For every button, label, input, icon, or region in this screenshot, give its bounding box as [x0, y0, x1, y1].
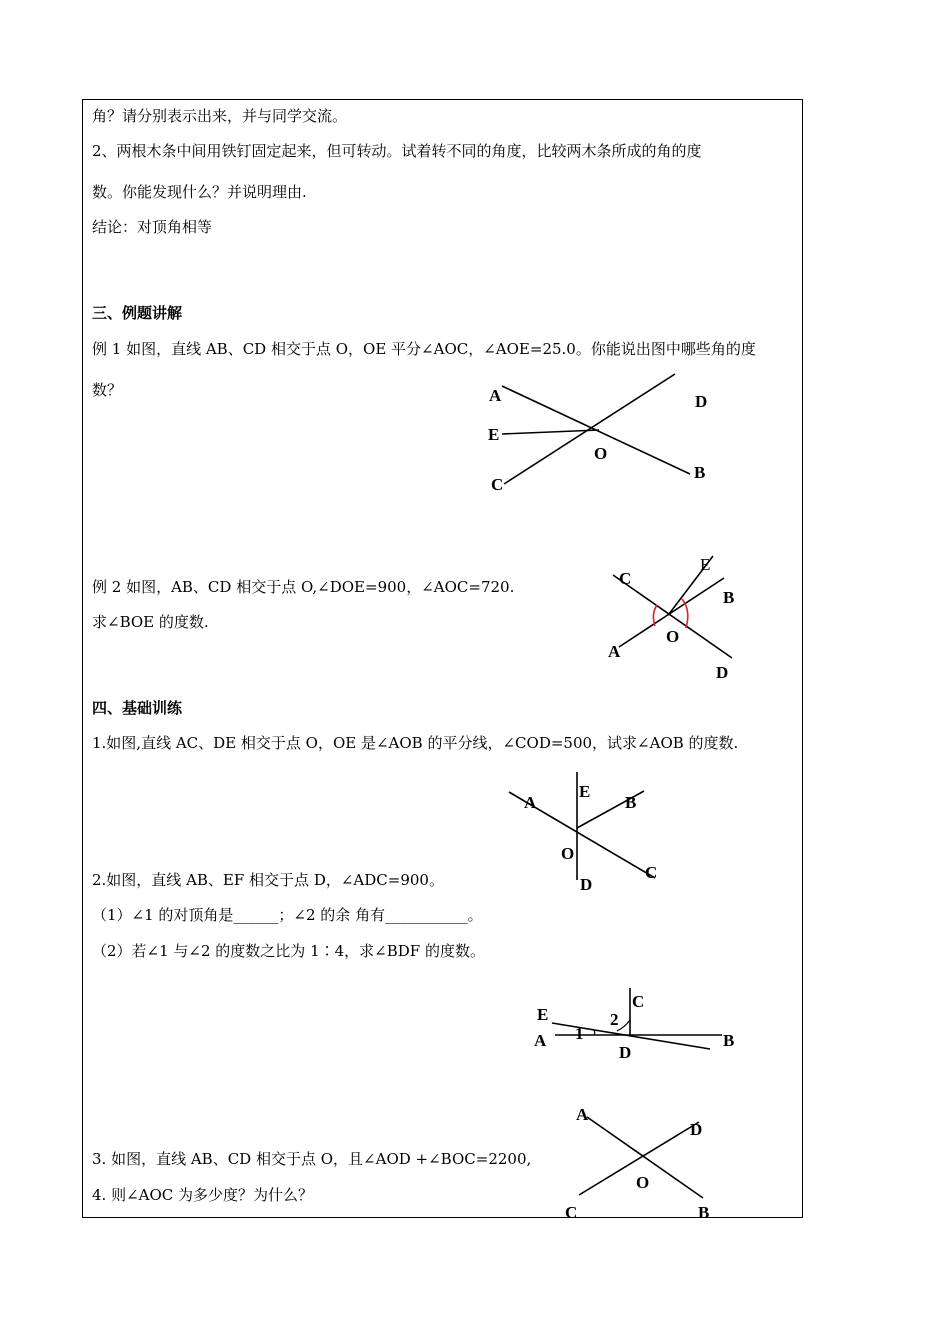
label-d: D — [695, 392, 708, 411]
question-4: 4. 则∠AOC 为多少度？为什么？ — [92, 1186, 314, 1204]
question-2-part-1: （1）∠1 的对顶角是______；∠2 的余 角有___________。 — [92, 906, 483, 924]
label-1: 1 — [575, 1024, 584, 1043]
label-a: A — [524, 793, 537, 812]
label-o: O — [636, 1173, 650, 1192]
section-3-title: 三、例题讲解 — [92, 304, 183, 322]
question-3: 3. 如图，直线 AB、CD 相交于点 O，且∠AOD +∠BOC=2200, — [92, 1150, 532, 1168]
label-d: D — [619, 1043, 632, 1062]
conclusion-text: 结论：对顶角相等 — [92, 218, 213, 236]
figure-example-1 — [480, 368, 720, 498]
label-b: B — [698, 1203, 710, 1222]
example-1-line-2: 数？ — [92, 381, 123, 399]
figure-question-1 — [505, 770, 675, 895]
label-e: E — [488, 425, 500, 444]
figure-question-3 — [565, 1100, 725, 1225]
label-e: E — [700, 555, 711, 574]
label-c: C — [491, 475, 504, 494]
label-b: B — [723, 588, 735, 607]
question-2-part-2: （2）若∠1 与∠2 的度数之比为 1∶4，求∠BDF 的度数。 — [92, 942, 485, 960]
example-1-line-1: 例 1 如图，直线 AB、CD 相交于点 O，OE 平分∠AOC，∠AOE=25.0。你能说出图中哪些角的度 — [92, 340, 756, 358]
label-a: A — [608, 642, 621, 661]
label-e: E — [579, 782, 591, 801]
label-b: B — [723, 1031, 735, 1050]
label-o: O — [666, 627, 680, 646]
angle-2-arc — [617, 1020, 630, 1031]
line-cd — [504, 374, 675, 484]
question-1: 1.如图,直线 AC、DE 相交于点 O，OE 是∠AOB 的平分线，∠COD=500，试求∠AOB 的度数. — [92, 734, 739, 752]
section-4-title: 四、基础训练 — [92, 699, 183, 717]
label-d: D — [580, 875, 593, 894]
label-o: O — [594, 444, 608, 463]
label-b: B — [625, 793, 637, 812]
label-c: C — [632, 992, 645, 1011]
label-d: D — [690, 1120, 703, 1139]
label-c: C — [645, 863, 658, 882]
text-line-3: 数。你能发现什么？并说明理由. — [92, 183, 307, 201]
label-a: A — [576, 1105, 589, 1124]
label-a: A — [489, 386, 502, 405]
example-2-line-1: 例 2 如图，AB、CD 相交于点 O,∠DOE=900，∠AOC=720. — [92, 578, 515, 596]
label-e: E — [537, 1005, 549, 1024]
text-line-2: 2、两根木条中间用铁钉固定起来，但可转动。试着转不同的角度，比较两木条所成的角的度 — [92, 142, 702, 160]
example-2-line-2: 求∠BOE 的度数. — [92, 613, 209, 631]
label-b: B — [694, 463, 706, 482]
question-2: 2.如图，直线 AB、EF 相交于点 D，∠ADC=900。 — [92, 871, 444, 889]
label-d: D — [716, 663, 729, 682]
figure-question-2 — [530, 985, 745, 1065]
label-a: A — [534, 1031, 547, 1050]
label-o: O — [561, 844, 575, 863]
figure-example-2 — [600, 552, 750, 684]
label-2: 2 — [610, 1010, 619, 1029]
label-c: C — [619, 569, 632, 588]
text-line-1: 角？请分别表示出来，并与同学交流。 — [92, 107, 348, 125]
label-c: C — [565, 1203, 578, 1222]
